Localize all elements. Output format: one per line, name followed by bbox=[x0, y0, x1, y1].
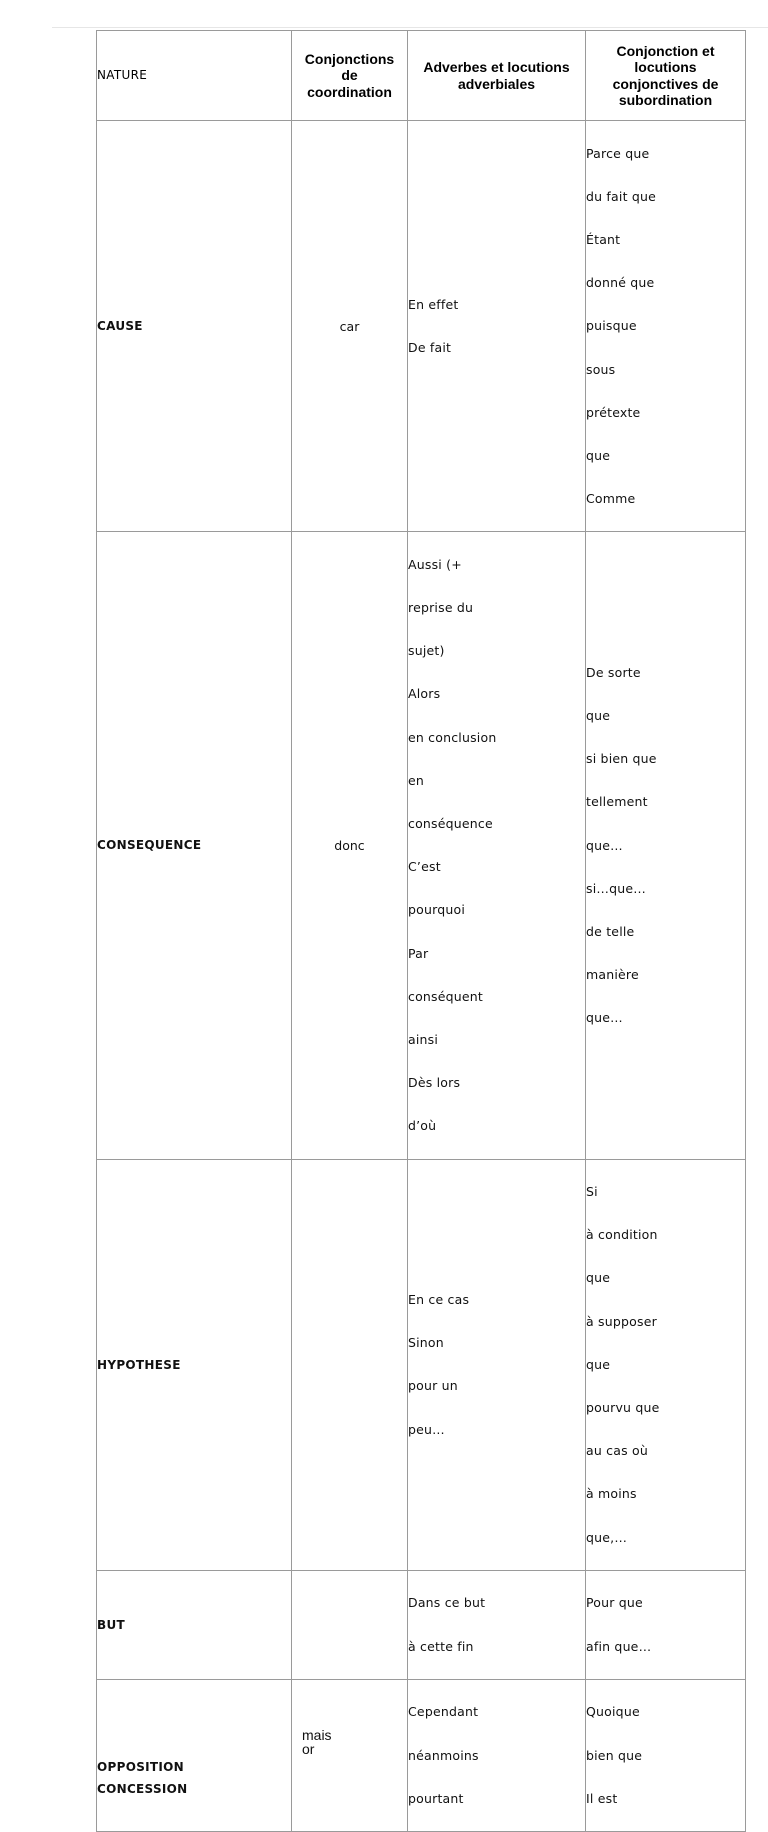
adverbes-cell bbox=[408, 1679, 586, 1831]
adverbes-list: En effet De fait bbox=[408, 296, 459, 355]
adverbes-cell bbox=[408, 121, 586, 532]
adverbes-list: Aussi (+ reprise du sujet) Alors en conclusion en conséquence C’est pourquoi Par conséquent ainsi Dès lors d’où bbox=[408, 556, 497, 1134]
subordination-list: Si à condition que à supposer que pourvu que au cas où à moins que,… bbox=[586, 1184, 660, 1545]
adverbes-list: Dans ce but à cette fin bbox=[408, 1595, 486, 1654]
table-row-cause bbox=[97, 121, 746, 532]
header-coordination: Conjonctions de coordination bbox=[292, 31, 408, 121]
nature-cell: CONSEQUENCE bbox=[97, 532, 292, 1159]
adverbes-list: Cependant néanmoins pourtant bbox=[408, 1704, 479, 1806]
table-row-opposition bbox=[97, 1679, 746, 1831]
adverbes-cell bbox=[408, 532, 586, 1159]
subordination-cell bbox=[586, 1159, 746, 1570]
subordination-cell bbox=[586, 1570, 746, 1679]
subordination-list: Parce que du fait que Étant donné que puisque sous prétexte que Comme bbox=[586, 145, 656, 507]
header-nature: NATURE bbox=[97, 31, 292, 121]
coordination-cell: donc bbox=[292, 532, 408, 1159]
subordination-cell bbox=[586, 121, 746, 532]
subordination-cell bbox=[586, 1679, 746, 1831]
coordination-cell: car bbox=[292, 121, 408, 532]
nature-cell: CAUSE bbox=[97, 121, 292, 532]
adverbes-cell bbox=[408, 1570, 586, 1679]
subordination-list: Pour que afin que… bbox=[586, 1595, 652, 1654]
table-row-consequence bbox=[97, 532, 746, 1159]
coordination-cell bbox=[292, 1159, 408, 1570]
top-divider bbox=[52, 27, 768, 28]
adverbes-list: En ce cas Sinon pour un peu… bbox=[408, 1292, 470, 1437]
coordination-cell bbox=[292, 1570, 408, 1679]
subordination-list: De sorte que si bien que tellement que… si…que… de telle manière que… bbox=[586, 664, 657, 1026]
connectors-table bbox=[96, 30, 746, 1832]
nature-cell: HYPOTHESE bbox=[97, 1159, 292, 1570]
header-subordination: Conjonction et locutions conjonctives de subordination bbox=[586, 31, 746, 121]
subordination-cell bbox=[586, 532, 746, 1159]
nature-cell: BUT bbox=[97, 1570, 292, 1679]
coordination-cell: mais or bbox=[292, 1679, 408, 1831]
adverbes-cell bbox=[408, 1159, 586, 1570]
table-row-hypothese bbox=[97, 1159, 746, 1570]
header-adverbes: Adverbes et locutions adverbiales bbox=[408, 31, 586, 121]
nature-cell: OPPOSITION CONCESSION bbox=[97, 1679, 292, 1831]
table-row-but bbox=[97, 1570, 746, 1679]
subordination-list: Quoique bien que Il est bbox=[586, 1704, 643, 1806]
header-row bbox=[97, 31, 746, 121]
